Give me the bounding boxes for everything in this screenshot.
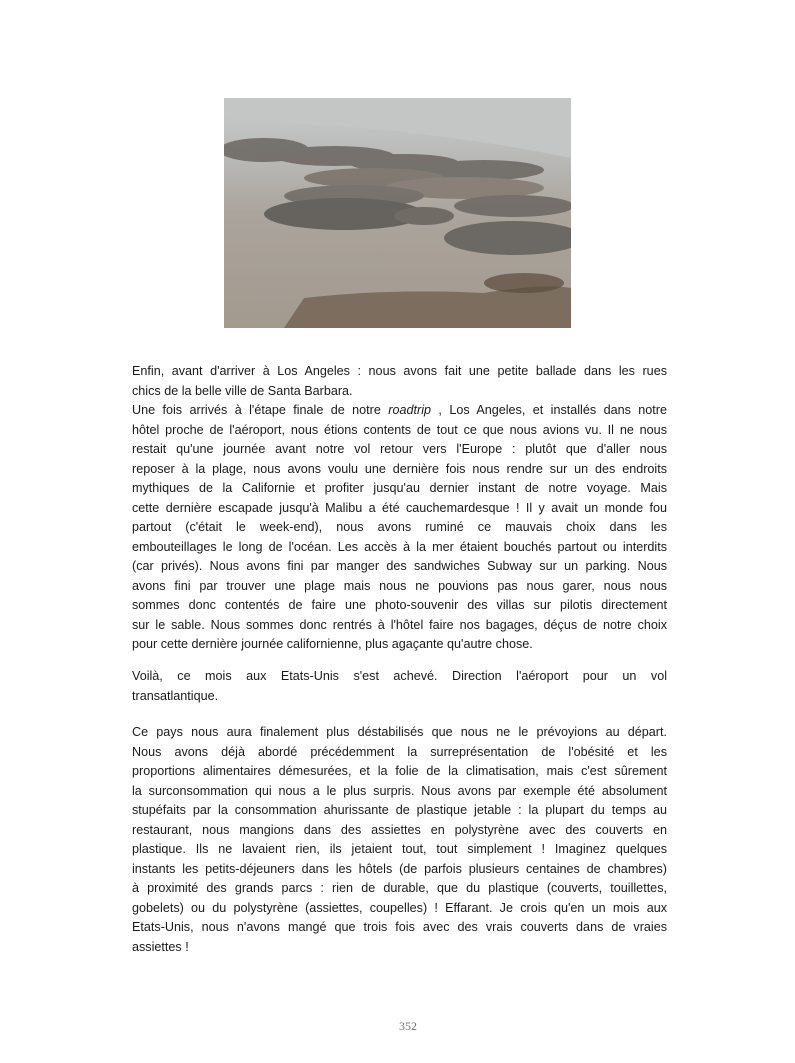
italic-roadtrip: roadtrip xyxy=(388,403,431,417)
paragraph-los-angeles xyxy=(132,401,667,655)
text-line: (car privés). Nous avons fini par manger des sandwiches Subway sur un parking. Nous xyxy=(132,559,667,573)
text-line: cette dernière escapade jusqu'à Malibu a été cauchemardesque ! Il y avait un monde fou xyxy=(132,500,667,515)
text-line: restait qu'une journée avant notre vol retour vers l'Europe : plutôt que d'aller nous xyxy=(132,442,667,456)
text-line: sommes donc contentés de faire une photo-souvenir des villas sur pilotis directement xyxy=(132,598,667,612)
text-line: pour cette dernière journée californienne, plus agaçante qu'autre chose. xyxy=(132,637,533,651)
text-line: partout (c'était le week-end), nous avons ruminé ce mauvais choix dans les xyxy=(132,520,667,534)
elephant-seals-photo xyxy=(224,98,571,328)
text-line: transatlantique. xyxy=(132,688,219,703)
text-line: plastique. Ils ne lavaient rien, ils jetaient tout, tout simplement ! Imaginez quelques xyxy=(132,842,667,856)
text-line: reposer à la plage, nous avons voulu une dernière fois nous rendre sur un des endroits xyxy=(132,461,667,476)
text-line: Ce pays nous aura finalement plus déstabilisés que nous ne le prévoyions au départ. xyxy=(132,725,667,739)
paragraph-departure xyxy=(132,667,667,706)
paragraph-santa-barbara xyxy=(132,362,667,401)
text-line: Enfin, avant d'arriver à Los Angeles : nous avons fait une petite ballade dans les rues xyxy=(132,364,667,378)
text-line: restaurant, nous mangions dans des assiettes en polystyrène avec des couverts en xyxy=(132,822,667,837)
text-line: mythiques de la Californie et profiter jusqu'au dernier instant de notre voyage. Mais xyxy=(132,481,667,495)
text-line: assiettes ! xyxy=(132,939,189,954)
text-line: Nous avons déjà abordé précédemment la surreprésentation de l'obésité et les xyxy=(132,744,667,759)
paragraph-overconsumption xyxy=(132,723,667,957)
page-number: 352 xyxy=(399,1019,417,1033)
text-line: Etats-Unis, nous n'avons mangé que trois fois avec des vrais couverts dans de vraies xyxy=(132,920,667,934)
text-line: instants les petits-déjeuners dans les hôtels (de parfois plusieurs centaines de chambres) xyxy=(132,861,667,876)
text-line: avons fini par trouver une plage mais nous ne pouvions pas nous garer, nous nous xyxy=(132,578,667,593)
text-line: Voilà, ce mois aux Etats-Unis s'est achevé. Direction l'aéroport pour un vol xyxy=(132,669,667,683)
text-line: hôtel proche de l'aéroport, nous étions contents de tout ce que nous avions vu. Il ne nous xyxy=(132,422,667,437)
text-line: sur le sable. Nous sommes donc rentrés à l'hôtel faire nos bagages, déçus de notre choix xyxy=(132,617,667,632)
text-line: proportions alimentaires démesurées, et la folie de la climatisation, mais c'est sûrement xyxy=(132,764,667,778)
text-line: la surconsommation qui nous a le plus surpris. Nous avons par exemple été absolument xyxy=(132,783,667,798)
text-line: stupéfaits par la consommation ahurissante de plastique jetable : la plupart du temps au xyxy=(132,803,667,817)
text-line: chics de la belle ville de Santa Barbara. xyxy=(132,383,353,398)
text-line: Une fois arrivés à l'étape finale de notre roadtrip , Los Angeles, et installés dans notre xyxy=(132,403,667,417)
text-line: à proximité des grands parcs : rien de durable, que du plastique (couverts, touillettes, xyxy=(132,881,667,895)
text-line: embouteillages le long de l'océan. Les accès à la mer étaient bouchés partout ou interdits xyxy=(132,539,667,554)
text-line: gobelets) ou du polystyrène (assiettes, coupelles) ! Effarant. Je crois qu'en un mois aux xyxy=(132,900,667,915)
